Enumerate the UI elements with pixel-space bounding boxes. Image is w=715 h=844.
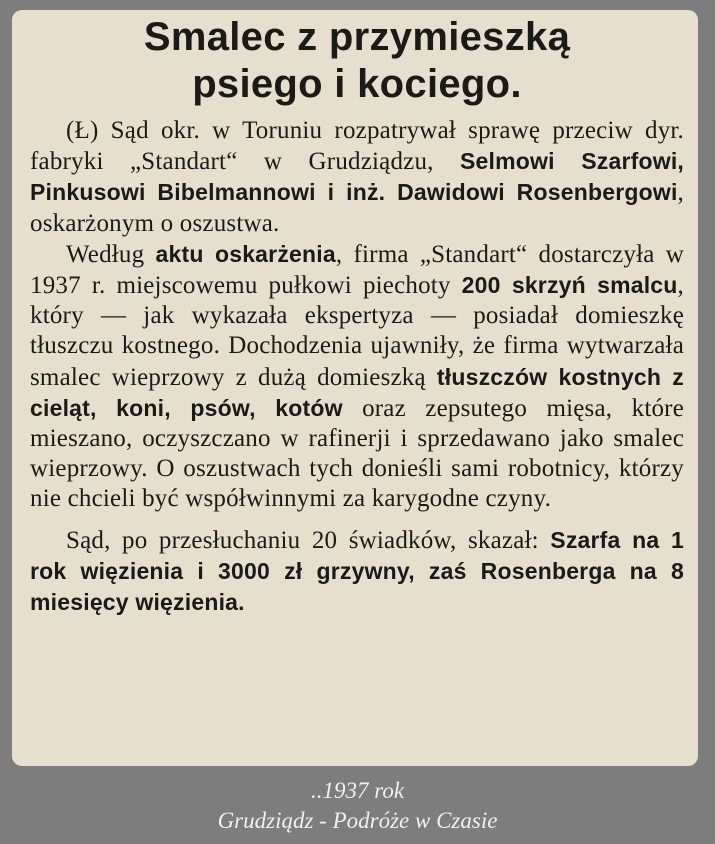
- p2-bold-1: aktu oskarżenia: [155, 240, 336, 267]
- paragraph-1: [30, 116, 684, 239]
- article-headline: [30, 14, 684, 108]
- p3-sentence: Szarfa na 1 rok więzienia i 3000 zł grzywny, zaś Rosenberga na 8 miesięcy więzienia.: [30, 526, 684, 616]
- caption-source: Grudziądz - Podróże w Czasie: [217, 808, 498, 833]
- paragraph-2: [30, 239, 684, 515]
- p2-bold-2: 200 skrzyń smalcu: [461, 272, 678, 299]
- headline-line-1: Smalec z przymieszką: [143, 15, 571, 59]
- p2-text-2: , firma „Standart“ dostarczyła w 1937 r. miejscowemu pułkowi piechoty: [30, 240, 684, 300]
- p2-text-1: Według: [66, 240, 156, 268]
- p1-text-1: (Ł) Sąd okr. w Toruniu rozpatrywał sprawę przeciw dyr. fabryki „Standart“ w Grudziądzu,: [30, 117, 684, 176]
- article-body: [30, 116, 684, 618]
- headline-line-2: psiego i kociego.: [192, 62, 522, 106]
- caption-year: ..1937 rok: [310, 778, 405, 803]
- p2-bold-3: tłuszczów kostnych z cieląt, koni, psów, kotów: [30, 363, 685, 421]
- p1-defendants: Selmowi Szarfowi, Pinkusowi Bibelmannowi i inż. Dawidowi Rosenbergowi: [30, 148, 684, 206]
- p2-text-4: oraz zepsutego mięsa, które mieszano, oczyszczano w rafinerji i sprzedawano jako smalec wieprzowy. O oszustwach tych donieśli sami robotnicy, którzy nie chcieli być współwinnymi za karygodne czyny.: [30, 394, 684, 513]
- paragraph-3: [30, 525, 684, 619]
- p3-text-1: Sąd, po przesłuchaniu 20 świadków, skazał:: [66, 526, 551, 554]
- p2-text-3: , który — jak wykazała ekspertyza — posiadał domieszkę tłuszczu kostnego. Dochodzenia ujawniły, że firma wytwarzała smalec wieprzowy z dużą domieszką: [30, 272, 684, 391]
- p1-text-2: , oskarżonym o oszustwa.: [30, 179, 684, 237]
- newspaper-clipping: [12, 10, 698, 766]
